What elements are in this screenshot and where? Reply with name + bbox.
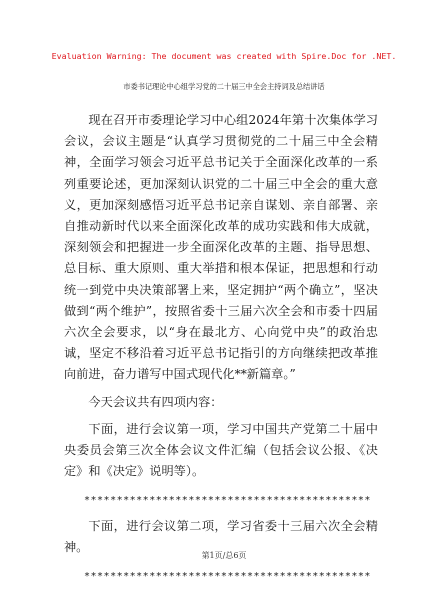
opening-paragraph: 现在召开市委理论学习中心组2024年第十次集体学习会议，会议主题是“认真学习贯彻党的二十届三中全会精神，全面学习领会习近平总书记关于全面深化改革的一系列重要论述，更加深刻认识党的二十届三中全会的重大意义，更加深刻感悟习近平总书记亲自谋划、亲自部署、亲自推动新时代以来全面深化改革的成功实践和伟大成就，深刻领会和把握进一步全面深化改革的主题、指导思想、总目标、重大原则、重大举措和根本保证，把思想和行动统一到党中央决策部署上来，坚定拥护“两个确立”，坚决做到“两个维护”，按照省委十三届六次全会和市委十四届六次全会要求，以“身在最北方、心向党中央”的政治忠诚，坚定不移沿着习近平总书记指引的方向继续把改革推向前进，奋力谱写中国式现代化**新篇章。” [64, 113, 378, 382]
separator-stars: ******************************************** [84, 571, 371, 583]
page-footer: 第1页/总6页 [201, 551, 247, 560]
document-title: 市委书记理论中心组学习党的二十届三中全会主持词及总结讲话 [123, 82, 325, 91]
agenda-item-one: 下面，进行会议第一项，学习中国共产党第二十届中央委员会第三次全体会议文件汇编（包括会议公报、《决定》和《决定》说明等）。 [64, 421, 378, 479]
agenda-intro: 今天会议共有四项内容： [88, 394, 223, 409]
separator-stars: ******************************************** [84, 495, 371, 507]
document-body [64, 110, 378, 591]
evaluation-warning: Evaluation Warning: The document was created with Spire.Doc for .NET. [51, 51, 397, 61]
agenda-item-two: 下面，进行会议第二项，学习省委十三届六次全会精神。 [64, 518, 378, 554]
